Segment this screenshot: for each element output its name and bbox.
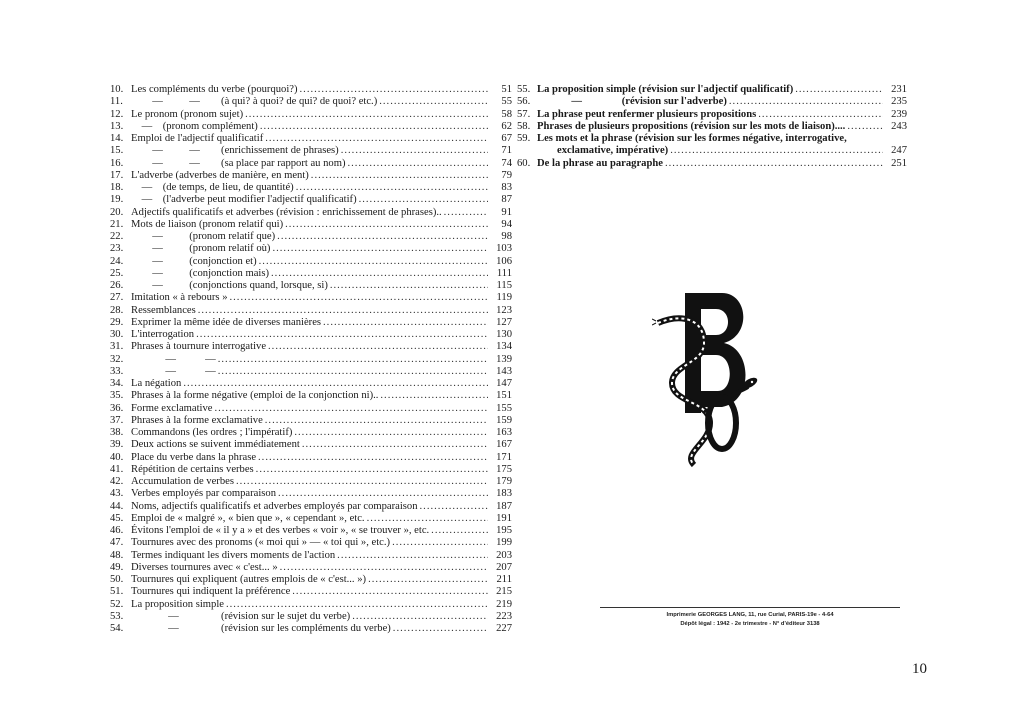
toc-leader-dots <box>292 586 488 598</box>
toc-leader-dots <box>352 611 488 623</box>
toc-entry-number: 43. <box>110 488 124 500</box>
toc-entry-title: Les mots et la phrase (révision sur les formes négative, interrogative, <box>537 133 847 144</box>
toc-entry <box>110 305 512 317</box>
toc-entry-page: 243 <box>891 120 907 132</box>
toc-entry <box>110 121 512 133</box>
toc-entry-page: 103 <box>496 243 512 255</box>
toc-entry-title: Tournures avec des pronoms (« moi qui » — « toi qui », etc.) <box>131 537 391 549</box>
toc-entry-number: 46. <box>110 525 124 536</box>
toc-leader-dots <box>183 378 488 390</box>
toc-entry-title: Noms, adjectifs qualificatifs et adverbes employés par comparaison <box>131 500 418 512</box>
toc-entry-title: exclamative, impérative) <box>557 145 669 157</box>
toc-entry <box>110 292 512 304</box>
toc-entry-page: 58 <box>501 108 512 120</box>
toc-entry-title: — (de temps, de lieu, de quantité) <box>131 182 294 193</box>
toc-leader-dots <box>260 121 488 133</box>
toc-leader-dots <box>347 158 488 170</box>
toc-entry-title: Emploi de « malgré », « bien que », « cependant », etc. <box>131 512 365 524</box>
toc-leader-dots <box>444 207 488 219</box>
toc-entry-number: 58. <box>517 120 531 132</box>
toc-leader-dots <box>665 158 883 170</box>
toc-entry-number: 34. <box>110 378 124 389</box>
toc-entry-number: 35. <box>110 390 124 402</box>
toc-leader-dots <box>294 427 488 439</box>
toc-entry-page: 167 <box>496 439 512 451</box>
toc-entry-page: 94 <box>501 218 512 230</box>
toc-entry <box>110 378 512 390</box>
toc-entry-page: 151 <box>496 390 512 402</box>
toc-entry-number: 30. <box>110 329 124 340</box>
toc-leader-dots <box>259 256 488 268</box>
toc-entry <box>110 464 512 476</box>
toc-entry-page: 83 <box>501 182 512 193</box>
toc-entry-page: 119 <box>496 292 512 304</box>
toc-entry <box>110 415 512 427</box>
toc-entry <box>110 231 512 243</box>
toc-entry-title: Verbes employés par comparaison <box>131 488 277 500</box>
toc-entry-number: 26. <box>110 280 124 291</box>
toc-entry-title: — — <box>131 365 216 377</box>
toc-entry-number: 20. <box>110 206 124 218</box>
toc-entry-number: 42. <box>110 476 124 487</box>
toc-entry-page: 159 <box>496 414 512 426</box>
toc-entry-title: Phrases à la forme exclamative <box>131 414 263 426</box>
toc-left-column <box>110 84 512 635</box>
toc-entry-number: 48. <box>110 549 124 561</box>
toc-entry-page: 195 <box>496 525 512 536</box>
toc-entry-title: — — <box>131 353 216 365</box>
toc-leader-dots <box>198 305 488 317</box>
toc-entry-number: 27. <box>110 292 124 304</box>
toc-entry-number: 37. <box>110 414 124 426</box>
toc-entry <box>110 280 512 292</box>
toc-entry <box>110 256 512 268</box>
toc-entry-title: Termes indiquant les divers moments de l'action <box>131 549 336 561</box>
toc-entry-number: 38. <box>110 427 124 438</box>
toc-entry-title: — (révision sur le sujet du verbe) <box>131 610 351 622</box>
publisher-emblem <box>652 283 762 471</box>
toc-entry <box>110 341 512 353</box>
toc-entry <box>110 525 512 537</box>
toc-entry-title: Tournures qui indiquent la préférence <box>131 586 291 598</box>
toc-entry-number: 29. <box>110 316 124 328</box>
toc-entry-page: 123 <box>496 304 512 316</box>
toc-entry <box>110 599 512 611</box>
toc-leader-dots <box>285 219 488 231</box>
toc-entry-page: 115 <box>496 280 512 291</box>
toc-leader-dots <box>368 574 488 586</box>
toc-entry-page: 171 <box>496 451 512 463</box>
toc-leader-dots <box>337 550 488 562</box>
toc-entry-title: Évitons l'emploi de « il y a » et des verbes « voir », « se trouver », etc. <box>131 525 430 536</box>
toc-entry-title: — — (à qui? à quoi? de qui? de quoi? etc.) <box>131 96 378 108</box>
toc-leader-dots <box>392 537 488 549</box>
toc-entry <box>110 109 512 121</box>
toc-entry <box>110 354 512 366</box>
toc-leader-dots <box>268 341 488 353</box>
toc-entry-title: Place du verbe dans la phrase <box>131 451 257 463</box>
toc-entry-number: 56. <box>517 96 531 108</box>
toc-entry-title: Phrases de plusieurs propositions (révision sur les mots de liaison).... <box>537 120 846 132</box>
toc-entry-title: Le pronom (pronom sujet) <box>131 108 244 120</box>
toc-entry-number: 25. <box>110 267 124 279</box>
toc-leader-dots <box>330 280 488 292</box>
toc-leader-dots <box>256 464 488 476</box>
toc-entry-page: 175 <box>496 463 512 475</box>
toc-entry-page: 62 <box>501 120 512 132</box>
toc-entry-title: Forme exclamative <box>131 402 213 414</box>
toc-entry <box>110 501 512 513</box>
toc-entry <box>110 537 512 549</box>
toc-entry-title: Adjectifs qualificatifs et adverbes (révision : enrichissement de phrases).. <box>131 206 442 218</box>
toc-entry <box>110 550 512 562</box>
toc-leader-dots <box>847 121 883 133</box>
toc-entry-number: 39. <box>110 439 124 451</box>
toc-entry <box>110 574 512 586</box>
toc-entry-title: Commandons (les ordres ; l'impératif) <box>131 427 293 438</box>
toc-entry-number: 12. <box>110 108 124 120</box>
toc-entry-number: 13. <box>110 120 124 132</box>
toc-leader-dots <box>758 109 883 121</box>
toc-entry-page: 191 <box>496 512 512 524</box>
toc-entry <box>110 84 512 96</box>
toc-entry-page: 87 <box>501 194 512 206</box>
toc-entry-page: 127 <box>496 316 512 328</box>
toc-entry-page: 143 <box>496 365 512 377</box>
toc-leader-dots <box>393 623 488 635</box>
toc-entry <box>517 84 907 96</box>
imprint-line-1: Imprimerie GEORGES LANG, 11, rue Curial, PARIS-19e - 4-64 <box>666 612 834 618</box>
toc-entry <box>110 329 512 341</box>
toc-leader-dots <box>272 243 488 255</box>
toc-entry-number: 52. <box>110 598 124 610</box>
toc-entry-page: 55 <box>501 96 512 108</box>
toc-entry-page: 71 <box>501 145 512 157</box>
toc-entry-number: 15. <box>110 145 124 157</box>
toc-entry-title: Mots de liaison (pronom relatif qui) <box>131 218 284 230</box>
toc-entry-page: 227 <box>496 623 512 634</box>
toc-entry-number: 33. <box>110 365 124 377</box>
toc-leader-dots <box>258 452 488 464</box>
toc-entry-page: 207 <box>496 561 512 573</box>
toc-entry-page: 251 <box>891 157 907 169</box>
toc-entry-page: 199 <box>496 537 512 549</box>
toc-entry-page: 163 <box>496 427 512 438</box>
toc-entry-page: 106 <box>496 255 512 267</box>
toc-entry-title: — (révision sur les compléments du verbe) <box>131 623 391 634</box>
toc-right-column <box>517 84 907 170</box>
toc-entry-title: — (conjonction mais) <box>131 267 269 279</box>
toc-leader-dots <box>729 96 883 108</box>
toc-entry <box>110 427 512 439</box>
toc-entry-page: 139 <box>496 353 512 365</box>
imprint-line-2: Dépôt légal : 1942 - 2e trimestre - N° d'éditeur 3138 <box>680 621 820 627</box>
toc-entry-page: 91 <box>501 206 512 218</box>
toc-entry-title: — (pronom relatif où) <box>131 243 271 255</box>
toc-entry-page: 147 <box>496 378 512 389</box>
page-number: 10 <box>912 661 927 677</box>
toc-entry <box>110 145 512 157</box>
toc-entry-page: 211 <box>496 574 512 585</box>
toc-entry-number: 32. <box>110 353 124 365</box>
toc-leader-dots <box>431 525 488 537</box>
toc-entry <box>110 194 512 206</box>
toc-leader-dots <box>236 476 488 488</box>
toc-entry-title: La proposition simple <box>131 598 224 610</box>
toc-entry <box>517 121 907 133</box>
toc-entry-title: — (pronom relatif que) <box>131 231 276 242</box>
toc-leader-dots <box>196 329 488 341</box>
toc-entry-number: 45. <box>110 512 124 524</box>
toc-entry <box>110 133 512 145</box>
toc-entry-page: 67 <box>501 133 512 144</box>
toc-entry-page: 187 <box>496 500 512 512</box>
toc-entry-title: Deux actions se suivent immédiatement <box>131 439 300 451</box>
imprint-rule <box>600 607 900 608</box>
toc-entry-title: Répétition de certains verbes <box>131 463 254 475</box>
toc-entry-number: 53. <box>110 610 124 622</box>
toc-entry-page: 130 <box>496 329 512 340</box>
toc-entry-number: 50. <box>110 574 124 585</box>
toc-entry <box>110 439 512 451</box>
toc-entry-number: 19. <box>110 194 124 206</box>
toc-entry-title: Emploi de l'adjectif qualificatif <box>131 133 264 144</box>
toc-entry-page: 51 <box>501 84 512 95</box>
toc-entry-title: La phrase peut renfermer plusieurs propositions <box>537 108 757 120</box>
toc-entry-number: 59. <box>517 133 531 144</box>
toc-entry <box>110 513 512 525</box>
toc-entry <box>110 219 512 231</box>
toc-entry-title: La négation <box>131 378 182 389</box>
toc-entry-title: De la phrase au paragraphe <box>537 157 663 169</box>
toc-entry-page: 74 <box>501 157 512 169</box>
toc-leader-dots <box>214 403 488 415</box>
toc-entry <box>110 403 512 415</box>
toc-entry-number: 22. <box>110 231 124 242</box>
toc-entry <box>110 170 512 182</box>
toc-leader-dots <box>670 145 883 157</box>
toc-leader-dots <box>420 501 488 513</box>
toc-entry-number: 40. <box>110 451 124 463</box>
toc-entry <box>110 476 512 488</box>
toc-entry-number: 51. <box>110 586 124 598</box>
toc-entry <box>110 366 512 378</box>
toc-entry-title: Ressemblances <box>131 304 196 316</box>
toc-entry-title: — — (sa place par rapport au nom) <box>131 157 346 169</box>
toc-entry-title: — (révision sur l'adverbe) <box>537 96 727 108</box>
toc-entry-title: Les compléments du verbe (pourquoi?) <box>131 84 298 95</box>
toc-entry-number: 16. <box>110 157 124 169</box>
toc-entry <box>110 452 512 464</box>
toc-entry-title: Tournures qui expliquent (autres emplois de « c'est... ») <box>131 574 367 585</box>
toc-entry-title: L'adverbe (adverbes de manière, en ment) <box>131 169 309 181</box>
toc-leader-dots <box>296 182 488 194</box>
toc-leader-dots <box>278 488 488 500</box>
toc-leader-dots <box>218 354 488 366</box>
toc-entry-page: 231 <box>891 84 907 95</box>
toc-entry-page: 219 <box>496 598 512 610</box>
toc-entry-page: 79 <box>501 169 512 181</box>
toc-leader-dots <box>271 268 488 280</box>
toc-leader-dots <box>265 415 488 427</box>
toc-entry <box>517 133 907 145</box>
toc-entry <box>110 96 512 108</box>
toc-leader-dots <box>323 317 488 329</box>
toc-entry-number: 18. <box>110 182 124 193</box>
toc-entry-title: — (l'adverbe peut modifier l'adjectif qualificatif) <box>131 194 357 206</box>
toc-entry-page: 111 <box>496 267 512 279</box>
toc-leader-dots <box>265 133 488 145</box>
toc-entry <box>517 96 907 108</box>
toc-leader-dots <box>379 96 488 108</box>
toc-entry-number: 21. <box>110 218 124 230</box>
toc-leader-dots <box>359 194 488 206</box>
toc-entry <box>517 145 907 157</box>
toc-entry-title: — (conjonction et) <box>131 255 257 267</box>
toc-entry-number: 57. <box>517 108 531 120</box>
toc-entry-number: 54. <box>110 623 124 634</box>
toc-leader-dots <box>277 231 488 243</box>
toc-entry-number: 17. <box>110 169 124 181</box>
toc-leader-dots <box>367 513 488 525</box>
toc-entry-number: 44. <box>110 500 124 512</box>
toc-entry-number: 31. <box>110 341 124 353</box>
toc-entry-title: — (pronom complément) <box>131 120 258 132</box>
toc-entry-page: 155 <box>496 402 512 414</box>
toc-entry-number: 49. <box>110 561 124 573</box>
toc-entry-number: 60. <box>517 157 531 169</box>
toc-entry-page: 183 <box>496 488 512 500</box>
toc-entry-page: 98 <box>501 231 512 242</box>
toc-entry-number: 11. <box>110 96 123 108</box>
toc-entry-number: 36. <box>110 402 124 414</box>
toc-entry-title: — — (enrichissement de phrases) <box>131 145 339 157</box>
printer-imprint <box>590 607 910 629</box>
toc-leader-dots <box>280 562 488 574</box>
toc-leader-dots <box>302 439 488 451</box>
toc-entry <box>110 182 512 194</box>
toc-entry <box>110 562 512 574</box>
toc-entry <box>110 243 512 255</box>
toc-entry-number: 24. <box>110 255 124 267</box>
toc-entry-title: L'interrogation <box>131 329 195 340</box>
toc-entry <box>110 268 512 280</box>
toc-entry <box>110 586 512 598</box>
toc-entry <box>110 390 512 402</box>
toc-leader-dots <box>245 109 488 121</box>
toc-leader-dots <box>218 366 488 378</box>
toc-entry-title: — (conjonctions quand, lorsque, si) <box>131 280 328 291</box>
toc-entry <box>110 158 512 170</box>
toc-leader-dots <box>226 599 488 611</box>
toc-entry-title: Accumulation de verbes <box>131 476 234 487</box>
toc-leader-dots <box>380 390 488 402</box>
toc-entry-title: Exprimer la même idée de diverses manières <box>131 316 322 328</box>
toc-entry-page: 134 <box>496 341 512 353</box>
toc-entry-number: 55. <box>517 84 531 95</box>
toc-leader-dots <box>300 84 488 96</box>
toc-entry <box>110 488 512 500</box>
toc-entry-page: 235 <box>891 96 907 108</box>
toc-entry-number: 47. <box>110 537 124 549</box>
toc-leader-dots <box>230 292 489 304</box>
toc-leader-dots <box>311 170 488 182</box>
toc-entry-number: 10. <box>110 84 124 95</box>
toc-entry-title: Phrases à la forme négative (emploi de la conjonction ni).. <box>131 390 379 402</box>
toc-entry <box>110 611 512 623</box>
toc-entry-title: Phrases à tournure interrogative <box>131 341 267 353</box>
toc-leader-dots <box>341 145 488 157</box>
toc-entry <box>517 158 907 170</box>
toc-entry-number: 14. <box>110 133 124 144</box>
toc-entry <box>110 623 512 635</box>
toc-entry-title: Diverses tournures avec « c'est... » <box>131 561 278 573</box>
toc-entry-page: 247 <box>891 145 907 157</box>
toc-entry <box>110 207 512 219</box>
toc-entry <box>517 109 907 121</box>
toc-entry-number: 23. <box>110 243 124 255</box>
toc-entry-page: 179 <box>496 476 512 487</box>
toc-entry-page: 215 <box>496 586 512 598</box>
toc-entry-title: Imitation « à rebours » <box>131 292 228 304</box>
toc-entry <box>110 317 512 329</box>
toc-entry-number: 28. <box>110 304 124 316</box>
toc-entry-page: 239 <box>891 108 907 120</box>
toc-leader-dots <box>795 84 883 96</box>
toc-entry-page: 223 <box>496 610 512 622</box>
toc-entry-title: La proposition simple (révision sur l'adjectif qualificatif) <box>537 84 794 95</box>
toc-entry-page: 203 <box>496 549 512 561</box>
toc-entry-number: 41. <box>110 463 124 475</box>
